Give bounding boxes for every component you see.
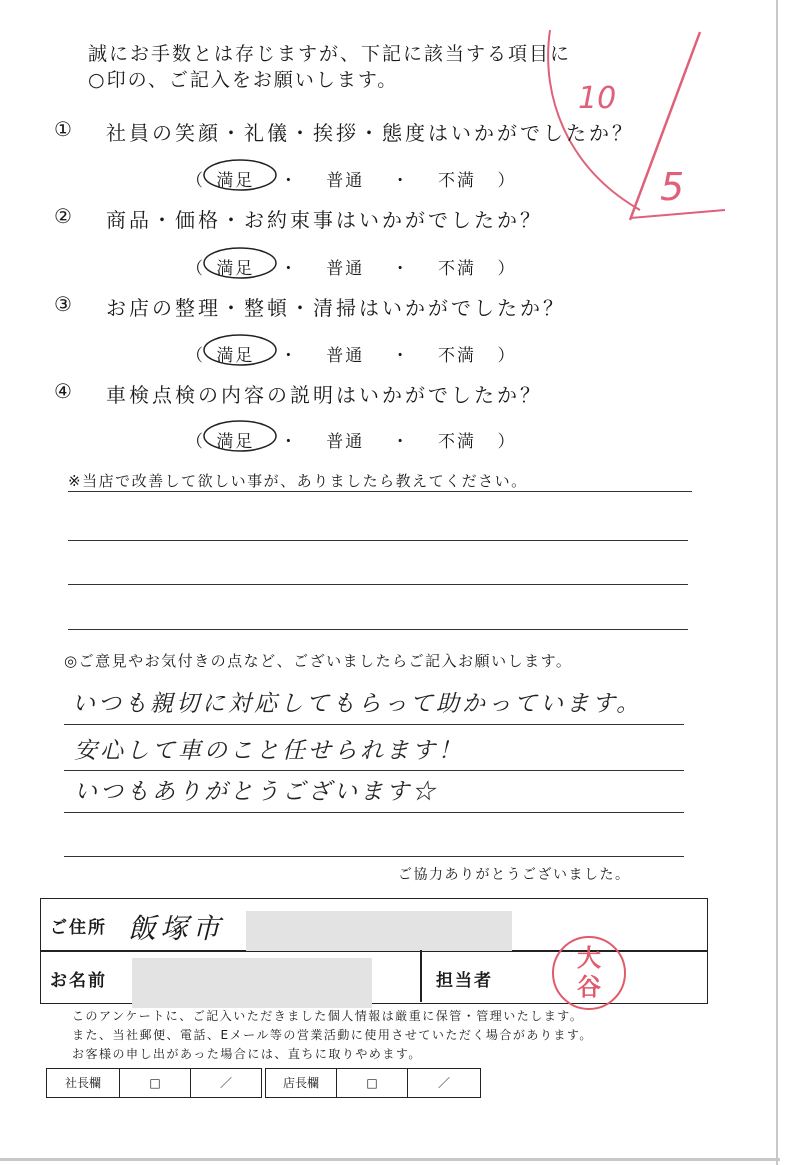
question-3-options: （ 満足 ・ 普通 ・ 不満 ） xyxy=(186,341,516,366)
scan-edge-right xyxy=(776,0,778,1165)
option-satisfied[interactable]: 満足 xyxy=(216,166,254,191)
improvement-line-2[interactable] xyxy=(68,584,688,585)
question-4-options: （ 満足 ・ 普通 ・ 不満 ） xyxy=(186,427,516,452)
comment-line-3: いつもありがとうございます☆ xyxy=(74,779,438,805)
option-normal[interactable]: 普通 xyxy=(326,259,365,279)
scan-edge-bottom xyxy=(0,1158,780,1161)
question-4-text: 車検点検の内容の説明はいかがでしたか？ xyxy=(106,383,543,407)
improvement-prompt: ※当店で改善して欲しい事が、ありましたら教えてください。 xyxy=(68,472,528,490)
manager-label: 店長欄 xyxy=(265,1068,337,1098)
question-1-text: 社員の笑顔・礼儀・挨拶・態度はいかがでしたか？ xyxy=(106,121,635,145)
option-satisfied[interactable]: 満足 xyxy=(216,341,254,366)
president-check-box[interactable]: □ xyxy=(119,1068,191,1098)
address-redaction xyxy=(246,911,512,951)
question-2-options: （ 満足 ・ 普通 ・ 不満 ） xyxy=(186,254,516,279)
comment-rule-4 xyxy=(64,856,684,857)
bracket-close: ） xyxy=(497,171,517,191)
question-3-text: お店の整理・整頓・清掃はいかがでしたか？ xyxy=(106,296,566,320)
question-2-text: 商品・価格・お約束事はいかがでしたか？ xyxy=(106,208,543,232)
thanks-text: ご協力ありがとうございました。 xyxy=(398,867,631,883)
comments-prompt: ◎ご意見やお気付きの点など、ございましたらご記入お願いします。 xyxy=(64,652,573,670)
option-satisfied[interactable]: 満足 xyxy=(216,254,254,279)
bracket-open: （ xyxy=(186,171,205,191)
manager-sign-box[interactable]: ／ xyxy=(407,1068,481,1098)
selected-circle xyxy=(202,417,282,457)
selected-circle xyxy=(202,156,282,196)
intro-line-2: ○印の、ご記入をお願いします。 xyxy=(88,69,399,91)
staff-label: 担当者 xyxy=(436,971,493,991)
selected-circle xyxy=(202,244,282,284)
comment-rule-1 xyxy=(64,724,684,725)
option-unsatisfied[interactable]: 不満 xyxy=(438,432,477,452)
prompt-underline xyxy=(68,491,692,492)
name-redaction xyxy=(132,958,372,1008)
question-1-options: （ 満足 ・ 普通 ・ 不満 ） xyxy=(186,166,516,191)
comment-rule-2 xyxy=(64,770,684,771)
president-sign-box[interactable]: ／ xyxy=(190,1068,262,1098)
comment-line-1: いつも親切に対応してもらって助かっています。 xyxy=(72,691,643,717)
option-normal[interactable]: 普通 xyxy=(326,171,365,191)
name-label: お名前 xyxy=(50,971,107,991)
staff-stamp: 大 谷 xyxy=(552,936,626,1010)
option-normal[interactable]: 普通 xyxy=(326,432,365,452)
improvement-line-3[interactable] xyxy=(68,629,688,630)
name-staff-divider xyxy=(420,950,422,1002)
privacy-line-1: このアンケートに、ご記入いただきました個人情報は厳重に保管・管理いたします。 xyxy=(72,1009,584,1023)
option-unsatisfied[interactable]: 不満 xyxy=(438,346,477,366)
option-unsatisfied[interactable]: 不満 xyxy=(438,259,477,279)
privacy-line-2: また、当社郵便、電話、Eメール等の営業活動に使用させていただく場合があります。 xyxy=(72,1028,593,1042)
option-satisfied[interactable]: 満足 xyxy=(216,427,254,452)
address-label: ご住所 xyxy=(50,918,107,938)
comment-rule-3 xyxy=(64,812,684,813)
president-label: 社長欄 xyxy=(46,1068,120,1098)
question-2-number: ② xyxy=(54,204,75,228)
question-3-number: ③ xyxy=(54,292,75,316)
improvement-line-1[interactable] xyxy=(68,540,688,541)
comment-line-2: 安心して車のこと任せられます！ xyxy=(74,738,464,764)
option-unsatisfied[interactable]: 不満 xyxy=(438,171,477,191)
selected-circle xyxy=(202,331,282,371)
question-1-number: ① xyxy=(54,117,75,141)
address-value[interactable]: 飯塚市 xyxy=(128,912,225,945)
question-4-number: ④ xyxy=(54,379,75,403)
grade-top: 10 xyxy=(578,81,617,116)
option-normal[interactable]: 普通 xyxy=(326,346,365,366)
grade-bottom: 5 xyxy=(660,165,685,209)
manager-check-box[interactable]: □ xyxy=(336,1068,408,1098)
intro-line-1: 誠にお手数とは存じますが、下記に該当する項目に xyxy=(88,43,572,65)
privacy-line-3: お客様の申し出があった場合には、直ちに取りやめます。 xyxy=(72,1047,422,1061)
